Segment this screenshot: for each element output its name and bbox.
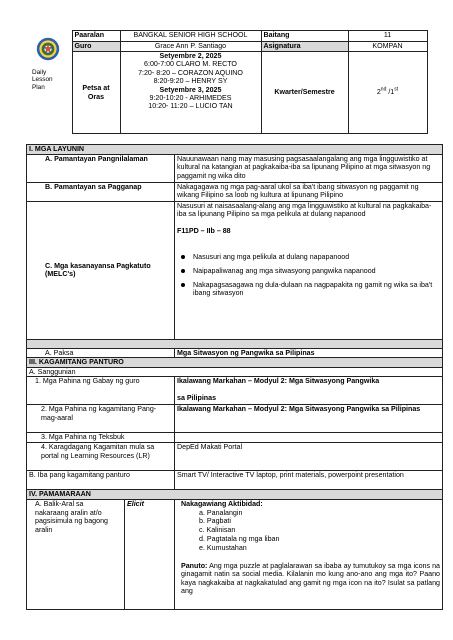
schedule-day1: Setyembre 2, 2025: [159, 52, 222, 60]
schedule-line: 6:00-7:00 CLARO M. RECTO: [144, 60, 237, 69]
activity-item: a. Panalangin: [199, 508, 243, 517]
quarter-label: Kwarter/Semestre: [261, 52, 348, 134]
melc-cell: [175, 201, 443, 339]
subject-label: Asignatura: [261, 42, 348, 52]
other-materials-text: Smart TV/ Interactive TV laptop, print materials, powerpoint presentation: [175, 471, 443, 490]
resource1-label: 1. Mga Pahina ng Gabay ng guro: [27, 377, 175, 405]
activity-list: [181, 509, 440, 553]
schedule-line: 7:20- 8:20 – CORAZON AQUINO: [138, 68, 243, 77]
schedule-line: 9:20-10:20 - ARHIMEDES: [149, 94, 232, 103]
quarter-main: 2: [376, 88, 381, 97]
resource1-line1: Ikalawang Markahan – Modyul 2: Mga Sitwasyong Pangwika: [177, 377, 380, 386]
melc-bullet-list: [177, 253, 440, 297]
schedule-line: 10:20- 11:20 – LUCIO TAN: [148, 102, 233, 111]
melc-label: C. Mga kasanayansa Pagkatuto (MELC's): [27, 201, 175, 339]
sanggunian-label: A. Sanggunian: [27, 367, 443, 377]
teacher-value: Grace Ann P. Santiago: [120, 42, 261, 52]
quarter-value: [348, 52, 427, 134]
schedule-line: 8:20-9:20 – HENRY SY: [153, 77, 228, 86]
activity-item: c. Kalinisan: [199, 526, 236, 535]
resource3-label: 3. Mga Pahina ng Teksbuk: [27, 433, 175, 443]
header-table: [26, 30, 428, 134]
subject-value: KOMPAN: [348, 42, 427, 52]
school-label: Paaralan: [72, 31, 120, 42]
melc-code: F11PD – IIb – 88: [177, 226, 231, 235]
bullet-icon: [181, 283, 185, 287]
logo-cell: [26, 31, 72, 134]
deped-seal-icon: [36, 37, 60, 61]
quarter-sep: /1: [386, 88, 395, 97]
bullet-icon: [181, 269, 185, 273]
performance-standard-label: B. Pamantayan sa Pagganap: [27, 182, 175, 201]
resource3-text: [175, 433, 443, 443]
school-value: BANGKAL SENIOR HIGH SCHOOL: [120, 31, 261, 42]
resource1-line2: sa Pilipinas: [177, 393, 217, 402]
paksa-label: A. Paksa: [27, 348, 175, 358]
resource1-cell: [175, 377, 443, 405]
activity-item: b. Pagbati: [199, 517, 231, 526]
activity-cell: [175, 499, 443, 609]
date-label: Petsa at Oras: [72, 52, 120, 134]
activity-title: Nakagawiang Aktibidad:: [181, 499, 263, 508]
content-standard-text: Nauunawaan nang may masusing pagsasaalangalang ang mga lingguwistiko at kultural na katangian at pagkakaiba-iba sa lipunang Pilipino at mga sitwasyon ng paggamit ng wika dito: [175, 154, 443, 182]
section-kagamitan: III. KAGAMITANG PANTURO: [27, 358, 443, 368]
melc-bullet: Naipapaliwanag ang mga sitwasyong pangwika napanood: [177, 267, 440, 276]
dll-label: Daily Lesson Plan: [32, 68, 53, 92]
gray-spacer: [27, 339, 443, 348]
panuto-label: Panuto:: [181, 561, 208, 570]
elicit-label: Elicit: [125, 499, 175, 609]
melc-text: Nasusuri at naisasaalang-alang ang mga lingguwistiko at kultural na pagkakaiba-iba sa lipunang Pilipino sa mga pelikula at dulang napanood: [177, 201, 432, 219]
quarter-sup1: nd: [380, 86, 387, 93]
content-standard-label: A. Pamantayan Pangnilalaman: [27, 154, 175, 182]
grade-label: Baitang: [261, 31, 348, 42]
panuto-text: Ang mga puzzle at paglalarawan sa ibaba ay tumutukoy sa mga icons na ginagamit natin sa social media. Kilalanin mo kung ano-ano ang mga ito? Paano kaya nagkakaiba at nagkakatulad ang gamit ng mga icon na ito? Isulat sa patlang ang: [181, 561, 440, 596]
resource4-text: DepEd Makati Portal: [175, 443, 443, 471]
activity-item: d. Pagtatala ng mga liban: [199, 534, 280, 543]
teacher-label: Guro: [72, 42, 120, 52]
quarter-sup2: st: [394, 86, 399, 93]
resource2-label: 2. Mga Pahina ng kagamitang Pang-mag-aaral: [27, 405, 175, 433]
balik-aral-label: A. Balik-Aral sa nakaraang aralin at/o pagsisimula ng bagong aralin: [27, 499, 125, 609]
melc-bullet: Nasusuri ang mga pelikula at dulang napapanood: [177, 253, 440, 262]
bullet-icon: [181, 255, 185, 259]
schedule-day2: Setyembre 3, 2025: [159, 85, 222, 94]
activity-item: e. Kumustahan: [199, 543, 247, 552]
section-layunin: I. MGA LAYUNIN: [27, 145, 443, 155]
grade-value: 11: [348, 31, 427, 42]
section-pamamaraan: IV. PAMAMARAAN: [27, 490, 443, 500]
paksa-value: Mga Sitwasyon ng Pangwika sa Pilipinas: [175, 348, 443, 358]
schedule-cell: [120, 52, 261, 134]
panuto-paragraph: [181, 562, 440, 596]
other-materials-label: B. Iba pang kagamitang panturo: [27, 471, 175, 490]
lesson-table: [26, 144, 443, 610]
performance-standard-text: Nakagagawa ng mga pag-aaral ukol sa iba't ibang sitwasyon ng paggamit ng wikang Filipino sa loob ng kultura at lipunang Pilipino: [175, 182, 443, 201]
melc-bullet: Nakapagsasagawa ng dula-dulaan na nagpapakita ng gamit ng wika sa iba't ibang sitwasyon: [177, 281, 440, 298]
resource4-label: 4. Karagdagang Kagamitan mula sa portal ng Learning Resources (LR): [27, 443, 175, 471]
resource2-text: Ikalawang Markahan – Modyul 2: Mga Sitwasyong Pangwika sa Pilipinas: [175, 405, 443, 433]
